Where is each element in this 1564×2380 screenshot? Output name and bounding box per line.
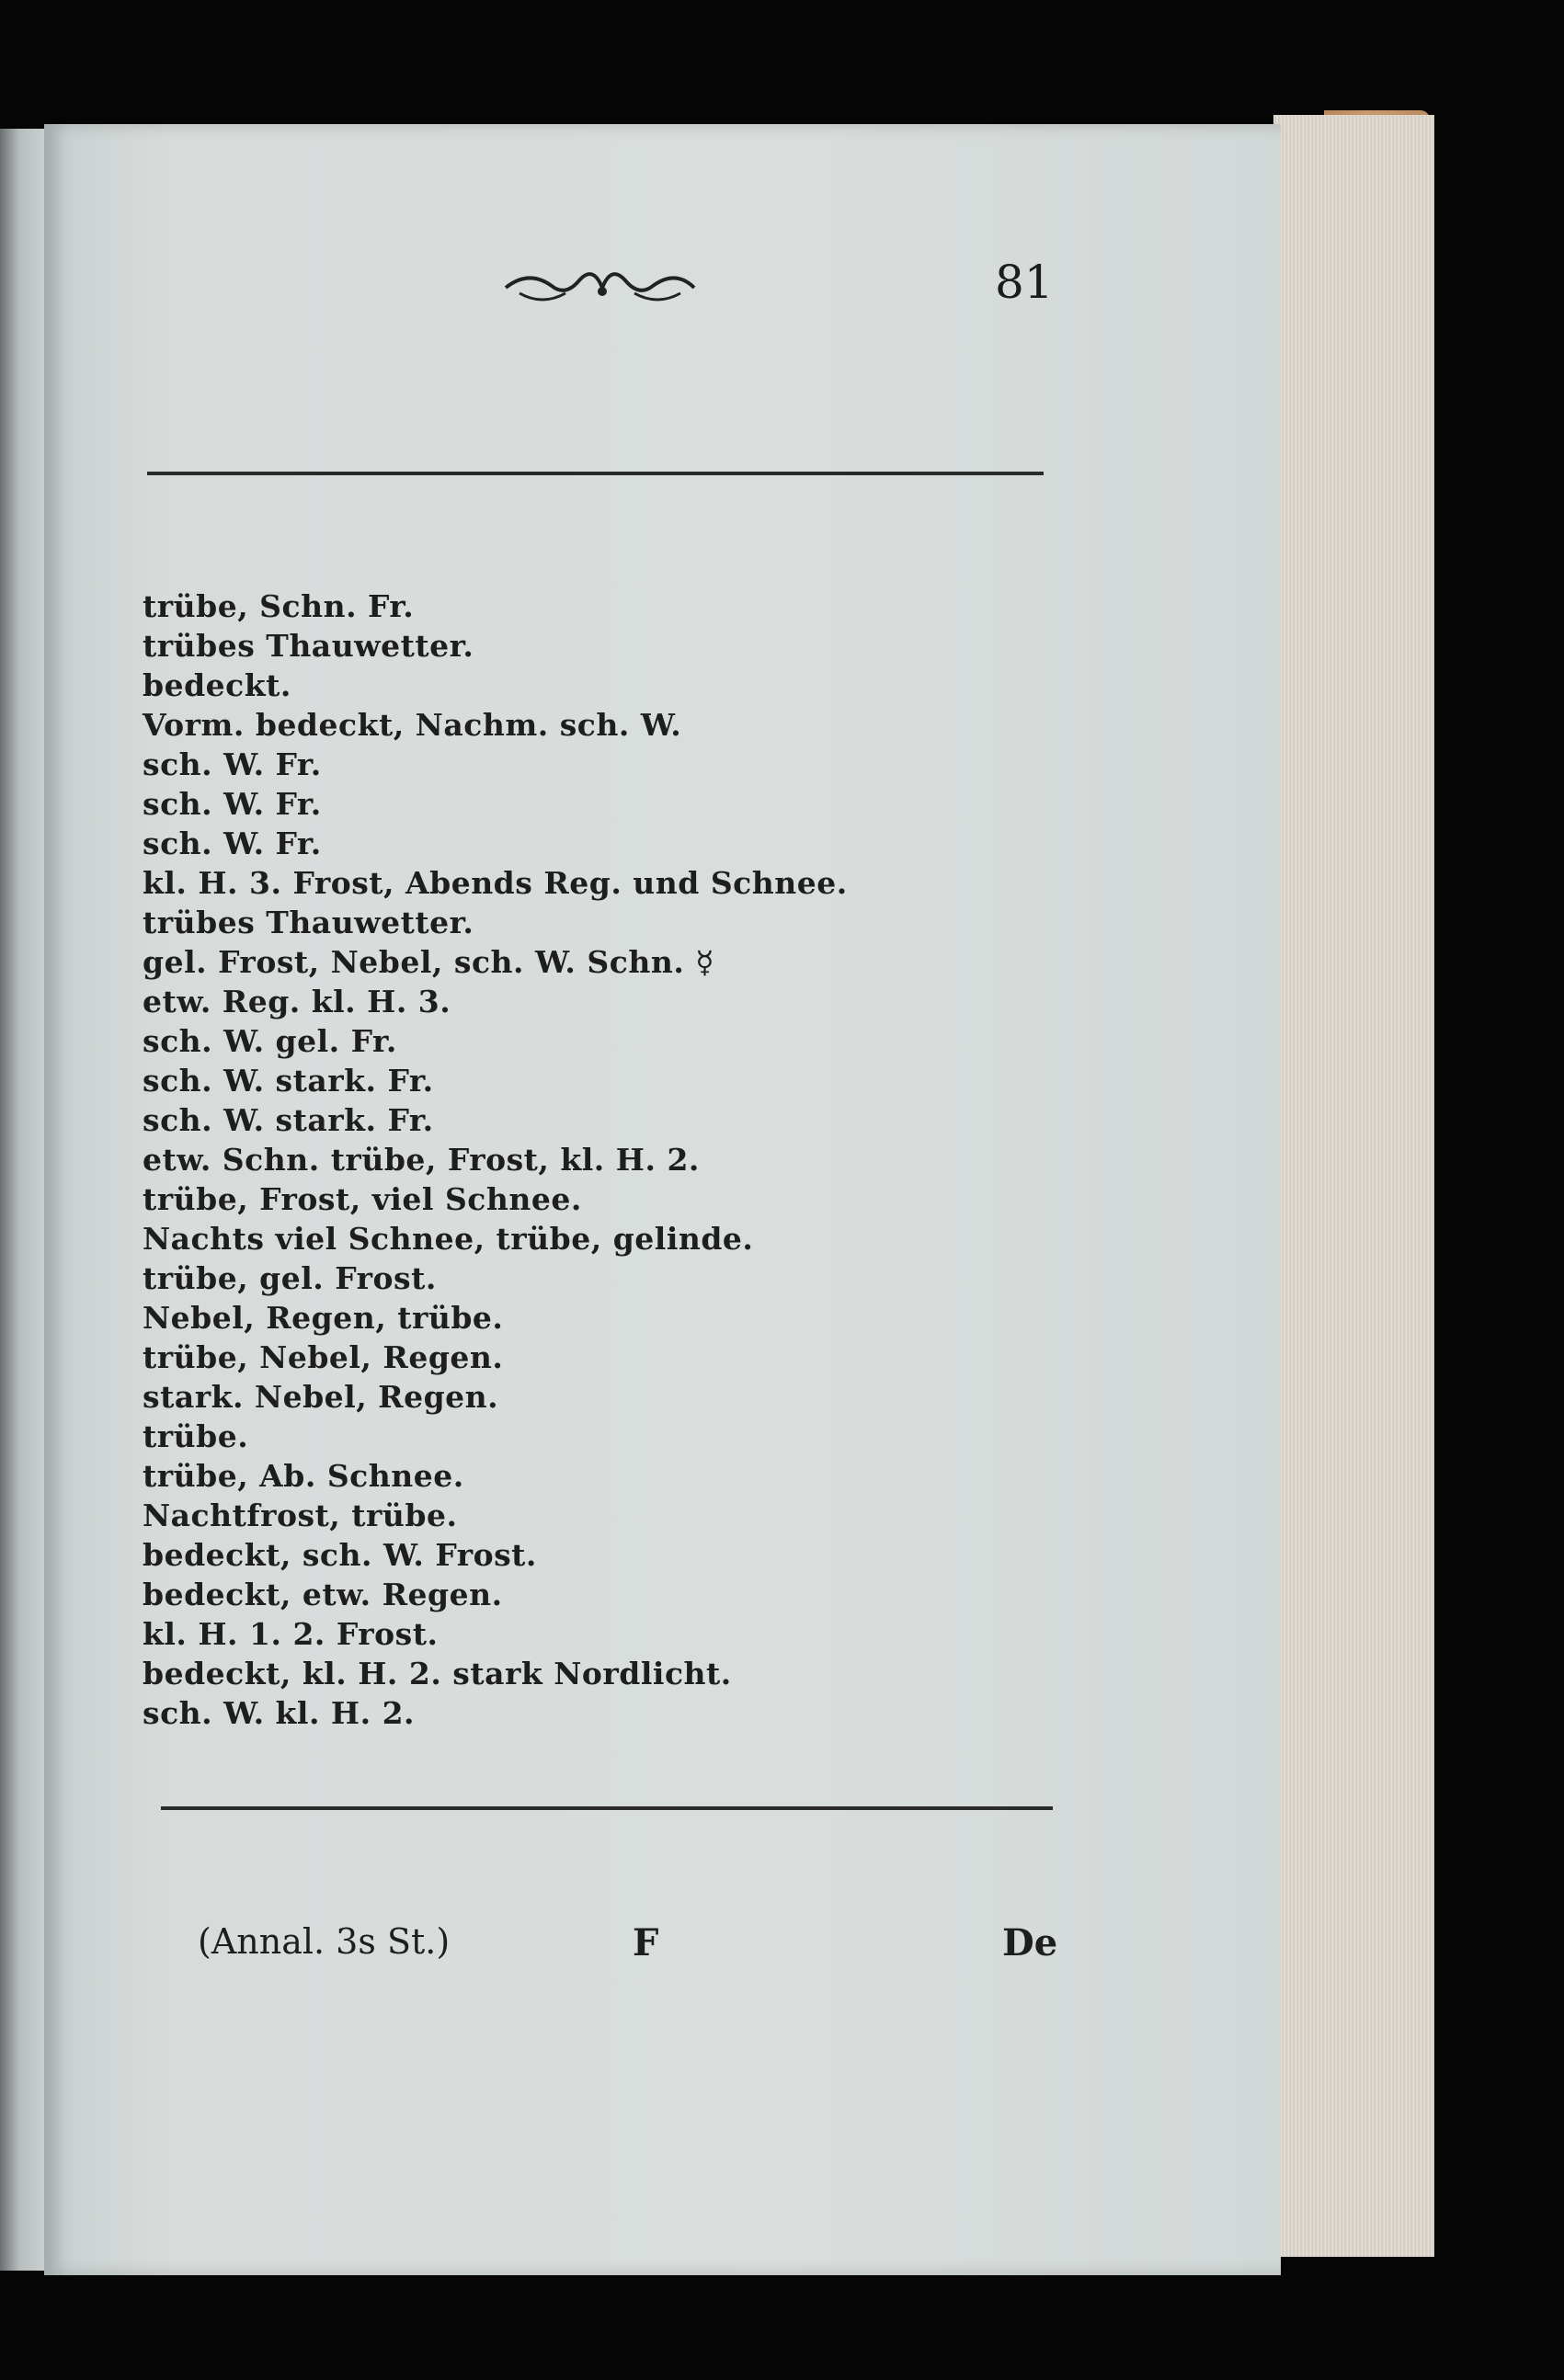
signature-line: (Annal. 3s St.) <box>198 1921 451 1962</box>
list-item: sch. W. Fr. <box>143 826 322 861</box>
list-item: sch. W. stark. Fr. <box>143 1063 434 1099</box>
list-item: etw. Reg. kl. H. 3. <box>143 984 451 1019</box>
page-number: 81 <box>995 256 1054 309</box>
list-item: sch. W. gel. Fr. <box>143 1023 397 1059</box>
list-item: kl. H. 3. Frost, Abends Reg. und Schnee. <box>143 865 848 901</box>
list-item: trübe, Schn. Fr. <box>143 588 415 624</box>
list-item: sch. W. Fr. <box>143 786 322 822</box>
list-item: sch. W. kl. H. 2. <box>143 1695 416 1731</box>
list-item: trübes Thauwetter. <box>143 628 474 664</box>
list-item: gel. Frost, Nebel, sch. W. Schn. ☿ <box>143 944 715 980</box>
list-item: bedeckt, sch. W. Frost. <box>143 1537 537 1573</box>
list-item: kl. H. 1. 2. Frost. <box>143 1616 439 1652</box>
weather-entries-list <box>143 586 848 1733</box>
list-item: trübe, gel. Frost. <box>143 1260 437 1296</box>
list-item: trübe, Ab. Schnee. <box>143 1458 464 1494</box>
catchword: De <box>1002 1921 1058 1964</box>
list-item: trübe, Frost, viel Schnee. <box>143 1181 582 1217</box>
list-item: sch. W. Fr. <box>143 746 322 782</box>
list-item: Nachtfrost, trübe. <box>143 1497 458 1533</box>
list-item: bedeckt, kl. H. 2. stark Nordlicht. <box>143 1656 732 1691</box>
list-item: trübe. <box>143 1418 249 1454</box>
list-item: sch. W. stark. Fr. <box>143 1102 434 1138</box>
bottom-rule <box>161 1806 1053 1810</box>
list-item: Vorm. bedeckt, Nachm. sch. W. <box>143 707 682 743</box>
list-item: trübes Thauwetter. <box>143 905 474 940</box>
page-block-edge <box>1273 115 1434 2257</box>
list-item: Nachts viel Schnee, trübe, gelinde. <box>143 1221 754 1257</box>
list-item: Nebel, Regen, trübe. <box>143 1300 504 1336</box>
list-item: etw. Schn. trübe, Frost, kl. H. 2. <box>143 1142 700 1178</box>
signature-mark: F <box>633 1921 659 1964</box>
list-item: bedeckt. <box>143 667 291 703</box>
list-item: bedeckt, etw. Regen. <box>143 1577 503 1612</box>
list-item: trübe, Nebel, Regen. <box>143 1339 504 1375</box>
ornament-icon <box>501 260 699 313</box>
facing-page-edge <box>0 129 48 2271</box>
top-rule <box>147 472 1044 475</box>
list-item: stark. Nebel, Regen. <box>143 1379 499 1415</box>
